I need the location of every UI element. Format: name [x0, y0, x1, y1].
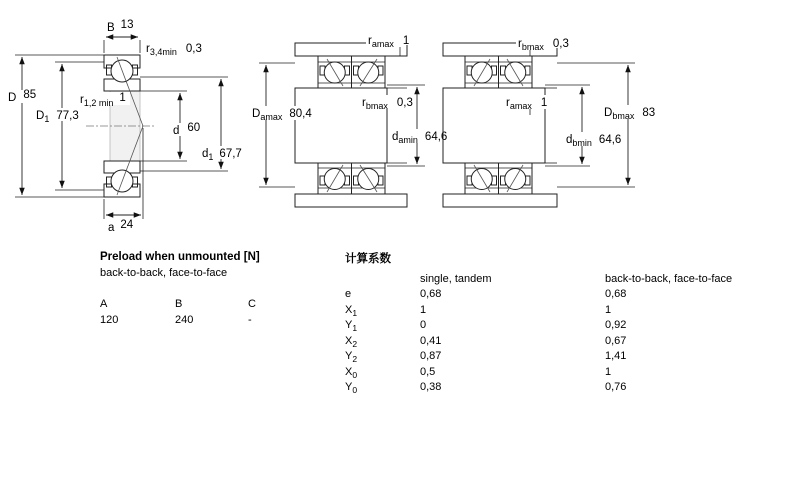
factors-title: 计算系数 — [345, 253, 391, 265]
factors-col2-header: back-to-back, face-to-face — [605, 272, 733, 285]
factors-row-x1: $X_1$ 1 1 — [345, 303, 612, 318]
housing-section — [443, 194, 557, 207]
dim-label-d: d 60 — [173, 122, 201, 137]
dim-label-a: a 24 — [108, 219, 134, 234]
dim-label-r34: $r_{3,4min}$ 0,3 — [146, 43, 202, 57]
dim-label-ramax: $r_{amax}$ 1 — [368, 35, 410, 49]
dim-label-Damax: $D_{amax}$ 80,4 — [252, 108, 312, 122]
factors-row-x0: $X_0$ 0,5 1 — [345, 365, 612, 380]
preload-table — [100, 250, 330, 328]
preload-col-a: A — [100, 298, 108, 310]
factors-row-e: e 0,68 0,68 — [345, 288, 627, 300]
dim-label-ramax: $r_{amax}$ 1 — [506, 97, 548, 111]
housing-section — [295, 194, 407, 207]
dim-label-r12: $r_{1,2 min}$ 1 — [80, 92, 126, 108]
ball — [471, 169, 492, 190]
preload-subtitle: back-to-back, face-to-face — [100, 266, 228, 279]
dim-label-D: D 85 — [8, 89, 37, 104]
single-bearing-drawing — [5, 19, 243, 234]
preload-value-a: 120 — [100, 313, 119, 326]
preload-col-c: C — [248, 298, 256, 310]
pair-back-to-back-drawing — [249, 33, 451, 207]
dim-label-B: B 13 — [107, 19, 134, 34]
bearing-unit — [318, 56, 385, 88]
dim-label-rbmax: $r_{bmax}$ 0,3 — [362, 97, 413, 111]
dim-label-Dbmax: $D_{bmax}$ 83 — [604, 107, 656, 121]
factors-header-row — [345, 272, 795, 288]
bearing-unit — [465, 163, 532, 194]
factors-row-y0: $Y_0$ 0,38 0,76 — [345, 381, 627, 396]
calculation-factors-table — [345, 252, 795, 396]
dim-label-dbmin: $d_{bmin}$ 64,6 — [566, 134, 622, 148]
bearing-unit — [465, 56, 532, 88]
dim-label-damin: $d_{amin}$ 64,6 — [392, 131, 448, 145]
preload-value-row — [100, 313, 330, 329]
bearing-unit — [318, 163, 385, 194]
preload-title: Preload when unmounted [N] — [100, 251, 260, 263]
factors-row-x2: $X_2$ 0,41 0,67 — [345, 334, 627, 349]
dim-label-rbmax: $r_{bmax}$ 0,3 — [518, 38, 569, 52]
preload-col-b: B — [175, 298, 183, 310]
pair-face-to-face-drawing — [443, 36, 657, 207]
preload-value-c: - — [248, 313, 252, 326]
dim-label-D1: $D_1$ 77,3 — [36, 110, 79, 124]
preload-value-b: 240 — [175, 313, 194, 326]
ball — [505, 169, 526, 190]
ball — [358, 169, 379, 190]
preload-header-row — [100, 297, 330, 313]
bearing-drawings — [0, 0, 800, 245]
factors-row-y2: $Y_2$ 0,87 1,41 — [345, 350, 627, 365]
factors-col1-header: single, tandem — [420, 272, 492, 285]
dim-label-d1: $d_1$ 67,7 — [202, 148, 242, 162]
factors-row-y1: $Y_1$ 0 0,92 — [345, 319, 627, 334]
